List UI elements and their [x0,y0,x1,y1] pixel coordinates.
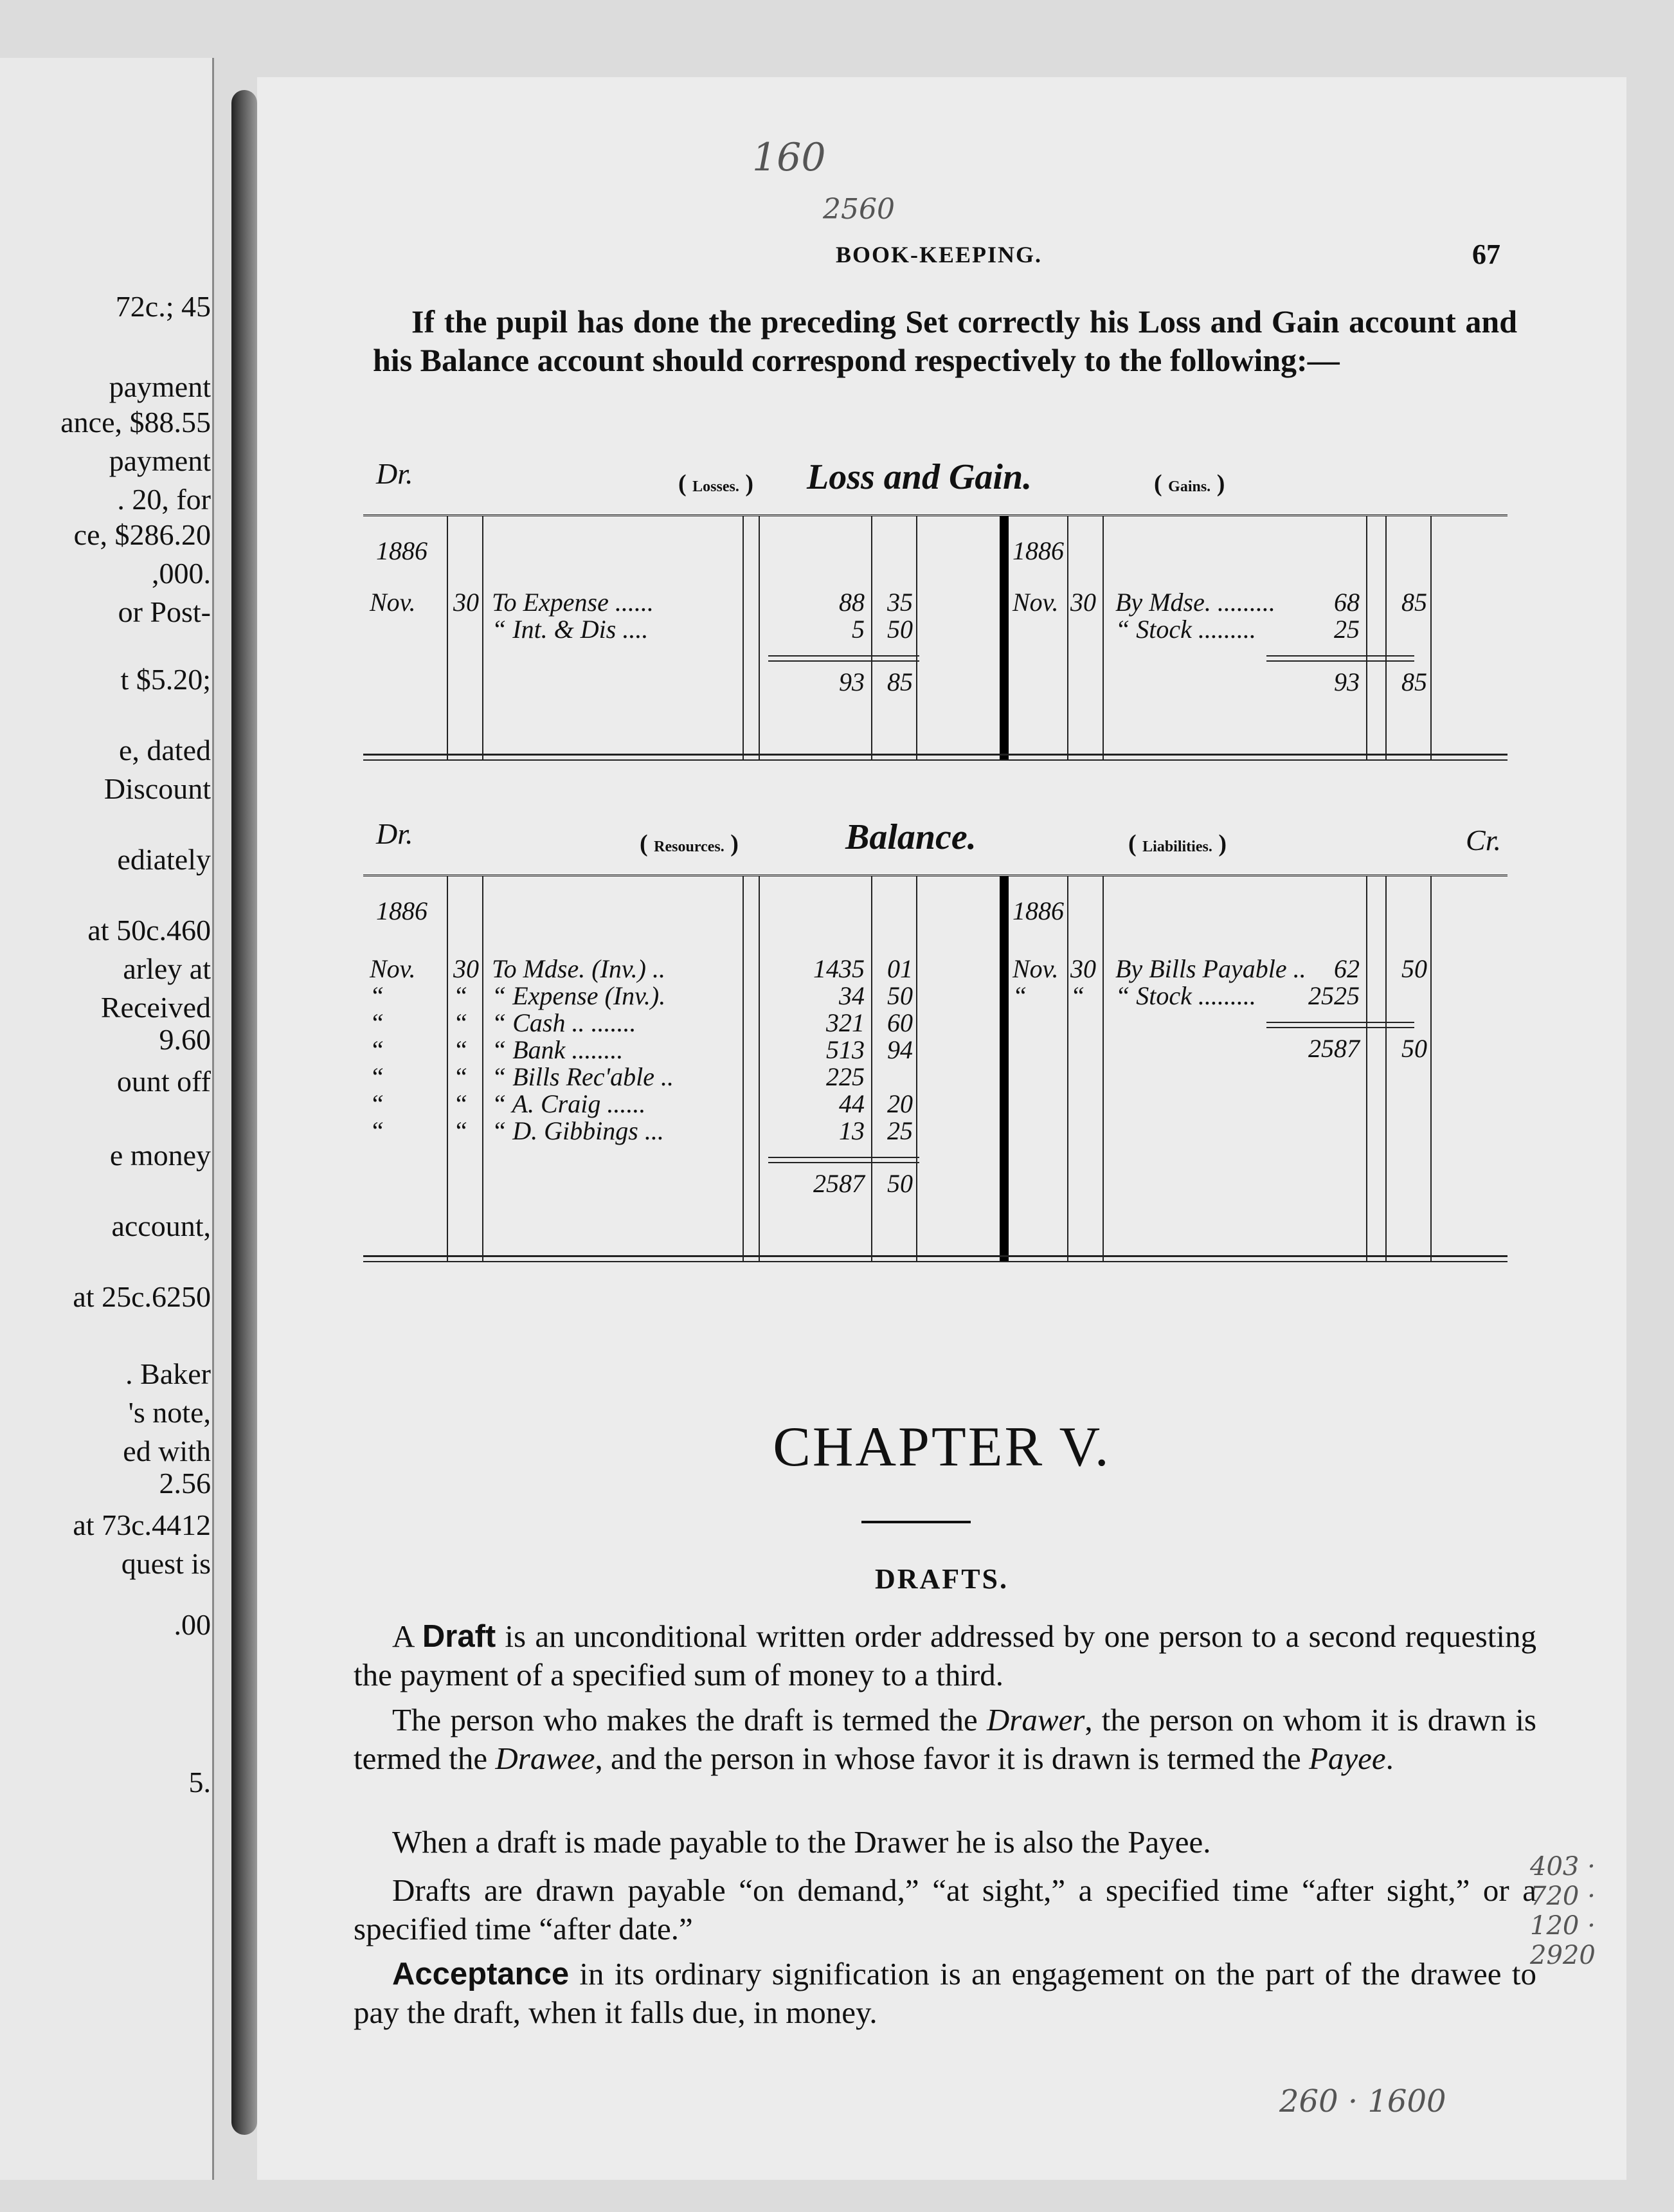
ledger-bottom-rule [363,754,1508,761]
ledger-column-rule [482,876,483,1262]
left-page-line: arley at [123,952,211,985]
left-page-line: Discount [104,772,211,805]
ledger-year: 1886 [1013,536,1064,565]
ledger-entry: “ Bills Rec'able .. [492,1062,674,1091]
left-page-line: ount off [116,1065,211,1098]
ledger-total-cents: 50 [1401,1034,1427,1063]
cr-label: Cr. [1466,824,1501,857]
ledger-month: “ [370,1062,384,1091]
ledger-month: Nov. [370,588,416,617]
ledger-column-rule [1102,516,1104,761]
ledger-dollars: 5 [852,615,865,644]
handwritten-note-bottom: 260 · 1600 [1279,2083,1446,2119]
left-page-line: ce, $286.20 [73,518,211,551]
ledger-day: “ [453,1062,468,1091]
ledger-month: “ [370,981,384,1010]
left-page-line: 9.60 [159,1023,211,1056]
ledger-column-rule [1102,876,1104,1262]
ledger-column-rule [759,876,760,1262]
ledger-year: 1886 [1013,896,1064,925]
ledger-column-rule [1067,516,1068,761]
ledger-entry: “ Cash .. ....... [492,1008,636,1037]
ledger-column-rule [1430,876,1432,1262]
ledger-dollars: 321 [826,1008,865,1037]
ledger-dollars: 225 [826,1062,865,1091]
section-heading: DRAFTS. [874,1563,1009,1595]
ledger-dollars: 513 [826,1035,865,1064]
balance-ledger [363,804,1508,1370]
left-page-line: 's note, [128,1396,211,1429]
ledger-entry: By Bills Payable .. [1115,954,1306,983]
ledger-entry: By Mdse. ......... [1115,588,1275,617]
left-page-line: .00 [174,1608,211,1641]
ledger-dollars: 44 [839,1089,865,1118]
total-rule [768,1157,919,1163]
ledger-day: “ [453,1035,468,1064]
left-page-line: ,000. [152,557,211,590]
paragraph-acceptance: Acceptance in its ordinary signification is an engagement on the part of the drawee to pay the draft, when it falls due, in money. [354,1956,1536,2030]
left-page-line: e money [109,1139,211,1172]
ledger-total-cents: 50 [887,1169,913,1198]
ledger-month: “ [370,1089,384,1118]
ledger-column-rule [871,876,872,1262]
ledger-body [363,875,1508,1262]
resources-caption: ( Resources. ) [640,830,739,858]
ledger-title: Balance. [845,817,977,857]
left-page-line: t $5.20; [120,663,211,696]
ledger-month: “ [370,1116,384,1145]
ledger-title: Loss and Gain. [807,457,1032,497]
chapter-heading: CHAPTER V. [773,1416,1111,1478]
left-page-line: or Post- [118,595,211,628]
total-rule [1266,1022,1414,1028]
ledger-dollars: 62 [1334,954,1360,983]
ledger-entry: “ D. Gibbings ... [492,1116,664,1145]
ledger-day: “ [453,981,468,1010]
ledger-cents: 94 [887,1035,913,1064]
left-page-line: payment [109,370,211,403]
ledger-entry: To Expense ...... [492,588,654,617]
ledger-center-rule [1000,876,1009,1262]
ledger-entry: To Mdse. (Inv.) .. [492,954,665,983]
ledger-column-rule [447,876,448,1262]
paragraph-drawer-payee: When a draft is made payable to the Drawer he is also the Payee. [392,1824,1211,1860]
ledger-column-rule [742,876,744,1262]
book-page [257,77,1626,2180]
ledger-dollars: 25 [1334,615,1360,644]
ledger-month: “ [1013,981,1027,1010]
ledger-total-dollars: 2587 [1308,1034,1360,1063]
ledger-total-cents: 85 [1401,667,1427,696]
ledger-entry: “ Bank ........ [492,1035,624,1064]
paragraph-drawer-drawee-payee: The person who makes the draft is termed the Drawer, the person on whom it is drawn is termed the Drawee, and the person in whose favor it is drawn is termed the Payee. [354,1702,1537,1776]
ledger-bottom-rule [363,1255,1508,1262]
left-page-line: 2.56 [159,1467,211,1500]
ledger-dollars: 34 [839,981,865,1010]
dr-label: Dr. [376,817,413,850]
ledger-day: “ [1070,981,1085,1010]
paragraph-draft-definition: A Draft is an unconditional written order addressed by one person to a second requesting the payment of a specified sum of money to a third. [354,1618,1537,1692]
handwritten-note-margin: 403 · 720 · 120 · 2920 [1530,1852,1596,1970]
ledger-cents: 50 [1401,954,1427,983]
ledger-dollars: 68 [1334,588,1360,617]
left-page [0,58,214,2180]
ledger-column-rule [871,516,872,761]
ledger-day: “ [453,1008,468,1037]
ledger-total-dollars: 93 [839,667,865,696]
left-page-line: account, [111,1210,211,1242]
ledger-column-rule [1366,516,1367,761]
ledger-day: 30 [1070,588,1096,617]
ledger-column-rule [482,516,483,761]
ledger-day: 30 [453,588,479,617]
ledger-dollars: 2525 [1308,981,1360,1010]
gains-caption: ( Gains. ) [1154,469,1225,498]
ledger-body [363,514,1508,761]
ledger-column-rule [1430,516,1432,761]
ledger-cents: 20 [887,1089,913,1118]
ledger-day: “ [453,1089,468,1118]
ledger-month: Nov. [1013,588,1059,617]
ledger-column-rule [1366,876,1367,1262]
ledger-entry: “ Stock ......... [1115,615,1256,644]
ledger-column-rule [1385,516,1387,761]
total-rule [768,655,919,662]
total-rule [1266,655,1414,662]
ledger-total-dollars: 93 [1334,667,1360,696]
book-binding [231,90,257,2135]
left-page-line: payment [109,444,211,477]
ledger-column-rule [447,516,448,761]
dr-label: Dr. [376,457,413,490]
ledger-center-rule [1000,516,1009,761]
losses-caption: ( Losses. ) [678,469,753,498]
left-page-line: ance, $88.55 [60,406,211,439]
ledger-total-dollars: 2587 [813,1169,865,1198]
ledger-column-rule [1385,876,1387,1262]
chapter-rule [861,1521,971,1523]
left-page-line: 72c.; 45 [115,290,211,323]
ledger-column-rule [742,516,744,761]
ledger-dollars: 1435 [813,954,865,983]
page-number: 67 [1472,239,1500,270]
left-page-line: at 73c.4412 [73,1509,211,1541]
ledger-month: Nov. [1013,954,1059,983]
ledger-month: “ [370,1035,384,1064]
ledger-cents: 50 [887,981,913,1010]
ledger-column-rule [759,516,760,761]
ledger-entry: “ Int. & Dis .... [492,615,649,644]
ledger-year: 1886 [376,536,428,565]
handwritten-note-top: 160 [752,135,826,180]
liabilities-caption: ( Liabilities. ) [1128,830,1227,858]
left-page-line: quest is [121,1547,211,1580]
ledger-cents: 01 [887,954,913,983]
ledger-dollars: 88 [839,588,865,617]
left-page-line: . Baker [125,1357,211,1390]
ledger-cents: 60 [887,1008,913,1037]
ledger-cents: 50 [887,615,913,644]
left-page-line: at 25c.6250 [73,1280,211,1313]
ledger-column-rule [916,876,917,1262]
ledger-month: “ [370,1008,384,1037]
ledger-day: “ [453,1116,468,1145]
ledger-day: 30 [1070,954,1096,983]
left-page-line: at 50c.460 [87,914,211,947]
ledger-total-cents: 85 [887,667,913,696]
left-page-line: 5. [188,1766,211,1799]
ledger-cents: 85 [1401,588,1427,617]
ledger-entry: “ Expense (Inv.). [492,981,666,1010]
handwritten-note-top-2: 2560 [823,193,895,226]
left-page-line: ed with [123,1435,211,1467]
ledger-column-rule [1067,876,1068,1262]
ledger-day: 30 [453,954,479,983]
ledger-dollars: 13 [839,1116,865,1145]
ledger-month: Nov. [370,954,416,983]
ledger-entry: “ Stock ......... [1115,981,1256,1010]
ledger-entry: “ A. Craig ...... [492,1089,646,1118]
left-page-line: e, dated [118,734,211,766]
ledger-year: 1886 [376,896,428,925]
intro-paragraph: If the pupil has done the preceding Set correctly his Loss and Gain account and his Balance account should correspond respectively to the following:— [373,304,1517,378]
ledger-cents: 35 [887,588,913,617]
ledger-cents: 25 [887,1116,913,1145]
running-title: BOOK-KEEPING. [836,242,1043,267]
left-page-line: . 20, for [117,483,211,516]
left-page-line: Received [100,991,211,1024]
paragraph-payable-terms: Drafts are drawn payable “on demand,” “at sight,” a specified time “after sight,” or a specified time “after date.” [354,1872,1536,1946]
ledger-column-rule [916,516,917,761]
left-page-line: ediately [117,843,211,876]
